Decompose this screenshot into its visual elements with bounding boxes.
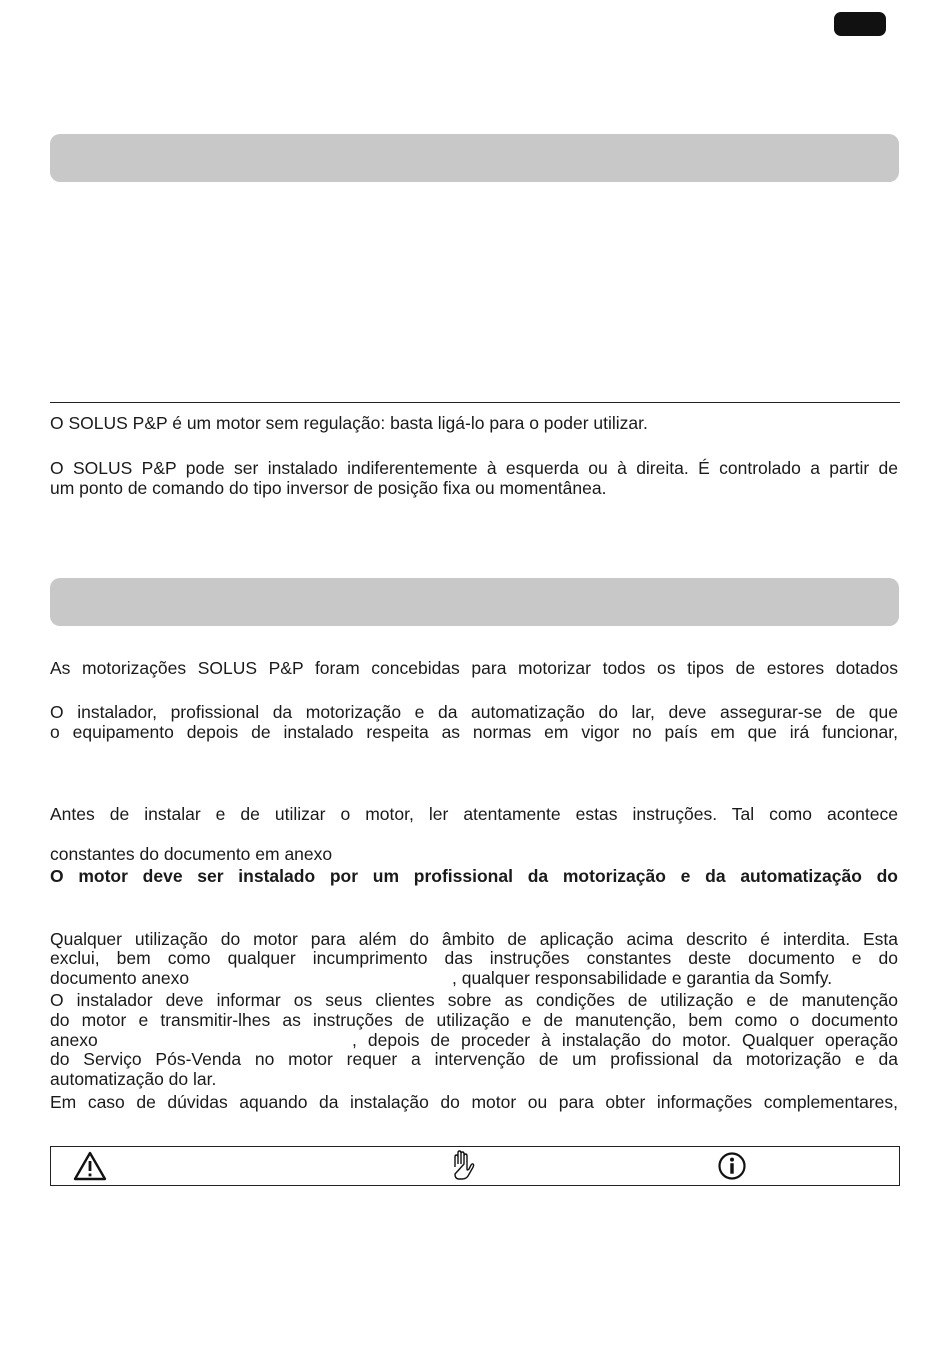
horizontal-rule xyxy=(50,402,900,403)
paragraph-installer-2: o equipamento depois de instalado respeita as normas em vigor no país em que irá funcionar, xyxy=(50,722,898,742)
symbol-legend-box xyxy=(50,1146,900,1186)
paragraph-intro-2b: um ponto de comando do tipo inversor de posição fixa ou momentânea. xyxy=(50,478,607,498)
paragraph-intro-1: O SOLUS P&P é um motor sem regulação: basta ligá-lo para o poder utilizar. xyxy=(50,413,648,433)
paragraph-scope: As motorizações SOLUS P&P foram concebidas para motorizar todos os tipos de estores dotados xyxy=(50,658,898,678)
paragraph-inform-3b: , depois de proceder à instalação do motor. Qualquer operação xyxy=(352,1030,898,1050)
paragraph-inform-1: O instalador deve informar os seus clientes sobre as condições de utilização e de manutenção xyxy=(50,990,898,1010)
paragraph-installer-1: O instalador, profissional da motorização e da automatização do lar, deve assegurar-se de que xyxy=(50,702,898,722)
section-header-bar-1 xyxy=(50,134,899,182)
info-icon xyxy=(717,1151,747,1181)
paragraph-annex-doc: constantes do documento em anexo xyxy=(50,844,333,864)
paragraph-inform-5: automatização do lar. xyxy=(50,1069,217,1089)
paragraph-usage-1: Qualquer utilização do motor para além do âmbito de aplicação acima descrito é interdita. Esta xyxy=(50,929,898,949)
stop-hand-icon xyxy=(447,1149,477,1181)
paragraph-usage-3b: , qualquer responsabilidade e garantia da Somfy. xyxy=(452,968,833,988)
section-header-bar-2 xyxy=(50,578,899,626)
paragraph-usage-2: exclui, bem como qualquer incumprimento das instruções constantes deste documento e do xyxy=(50,948,898,968)
paragraph-inform-2: do motor e transmitir-lhes as instruções de utilização e de manutenção, bem como o documento xyxy=(50,1010,898,1030)
paragraph-read-instructions: Antes de instalar e de utilizar o motor, ler atentamente estas instruções. Tal como acontece xyxy=(50,804,898,824)
paragraph-doubts: Em caso de dúvidas aquando da instalação do motor ou para obter informações complementares, xyxy=(50,1092,898,1112)
paragraph-professional-warning: O motor deve ser instalado por um profissional da motorização e da automatização do xyxy=(50,866,898,886)
paragraph-inform-3a: anexo xyxy=(50,1030,98,1050)
paragraph-intro-2a: O SOLUS P&P pode ser instalado indiferentemente à esquerda ou à direita. É controlado a partir de xyxy=(50,458,898,478)
paragraph-usage-3a: documento anexo xyxy=(50,968,190,988)
warning-icon xyxy=(73,1151,107,1181)
paragraph-inform-4: do Serviço Pós-Venda no motor requer a intervenção de um profissional da motorização e da xyxy=(50,1049,898,1069)
language-tab xyxy=(834,12,886,36)
